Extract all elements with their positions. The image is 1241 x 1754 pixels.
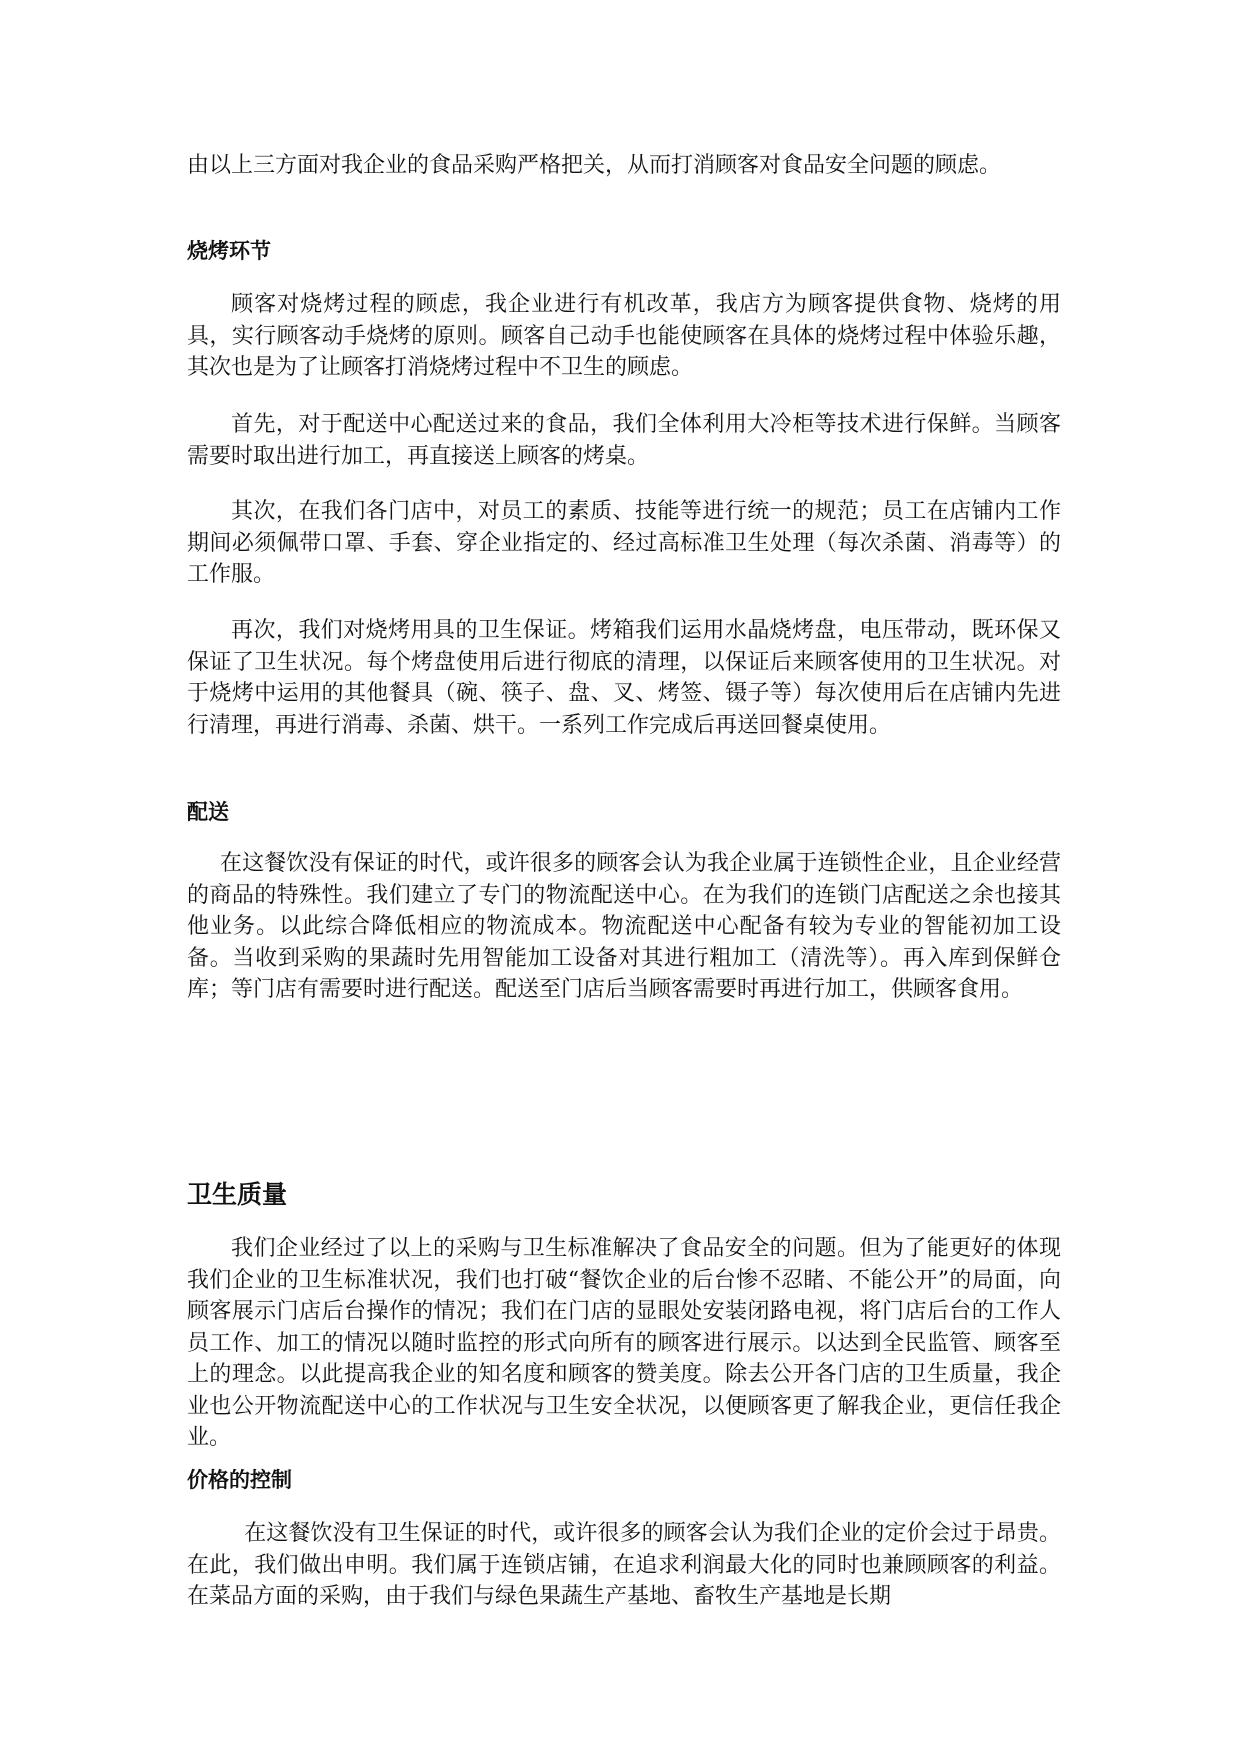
bbq-paragraph-2: 首先，对于配送中心配送过来的食品，我们全体利用大冷柜等技术进行保鲜。当顾客需要时取出进行加工，再直接送上顾客的烤桌。 — [187, 412, 1061, 469]
bbq-paragraph-3: 其次，在我们各门店中，对员工的素质、技能等进行统一的规范；员工在店铺内工作期间必须佩带口罩、手套、穿企业指定的、经过高标准卫生处理（每次杀菌、消毒等）的工作服。 — [187, 499, 1061, 587]
bbq-paragraph-4: 再次，我们对烧烤用具的卫生保证。烤箱我们运用水晶烧烤盘，电压带动，既环保又保证了卫生状况。每个烤盘使用后进行彻底的清理，以保证后来顾客使用的卫生状况。对于烧烤中运用的其他餐具（碗、筷子、盘、叉、烤签、镊子等）每次使用后在店铺内先进行清理，再进行消毒、杀菌、烘干。一系列工作完成后再送回餐桌使用。 — [187, 618, 1061, 738]
bbq-paragraph-1: 顾客对烧烤过程的顾虑，我企业进行有机改革，我店方为顾客提供食物、烧烤的用具，实行顾客动手烧烤的原则。顾客自己动手也能使顾客在具体的烧烤过程中体验乐趣，其次也是为了让顾客打消烧烤过程中不卫生的顾虑。 — [187, 292, 1061, 380]
price-paragraph-1: 在这餐饮没有卫生保证的时代，或许很多的顾客会认为我们企业的定价会过于昂贵。在此，我们做出申明。我们属于连锁店铺，在追求利润最大化的同时也兼顾顾客的利益。在菜品方面的采购，由于我们与绿色果蔬生产基地、畜牧生产基地是长期 — [187, 1521, 1061, 1609]
delivery-heading: 配送 — [187, 800, 229, 824]
intro-tail-paragraph: 由以上三方面对我企业的食品采购严格把关，从而打消顾客对食品安全问题的顾虑。 — [187, 153, 1002, 178]
hygiene-heading: 卫生质量 — [187, 1180, 288, 1209]
hygiene-paragraph-1: 我们企业经过了以上的采购与卫生标准解决了食品安全的问题。但为了能更好的体现我们企业的卫生标准状况，我们也打破“餐饮企业的后台惨不忍睹、不能公开”的局面，向顾客展示门店后台操作的情况；我们在门店的显眼处安装闭路电视，将门店后台的工作人员工作、加工的情况以随时监控的形式向所有的顾客进行展示。以达到全民监管、顾客至上的理念。以此提高我企业的知名度和顾客的赞美度。除去公开各门店的卫生质量，我企业也公开物流配送中心的工作状况与卫生安全状况，以便顾客更了解我企业，更信任我企业。 — [187, 1236, 1061, 1450]
delivery-paragraph-1: 在这餐饮没有保证的时代，或许很多的顾客会认为我企业属于连锁性企业，且企业经营的商品的特殊性。我们建立了专门的物流配送中心。在为我们的连锁门店配送之余也接其他业务。以此综合降低相应的物流成本。物流配送中心配备有较为专业的智能初加工设备。当收到采购的果蔬时先用智能加工设备对其进行粗加工（清洗等）。再入库到保鲜仓库；等门店有需要时进行配送。配送至门店后当顾客需要时再进行加工，供顾客食用。 — [187, 851, 1061, 1002]
price-heading: 价格的控制 — [187, 1468, 292, 1492]
bbq-heading: 烧烤环节 — [187, 239, 271, 263]
